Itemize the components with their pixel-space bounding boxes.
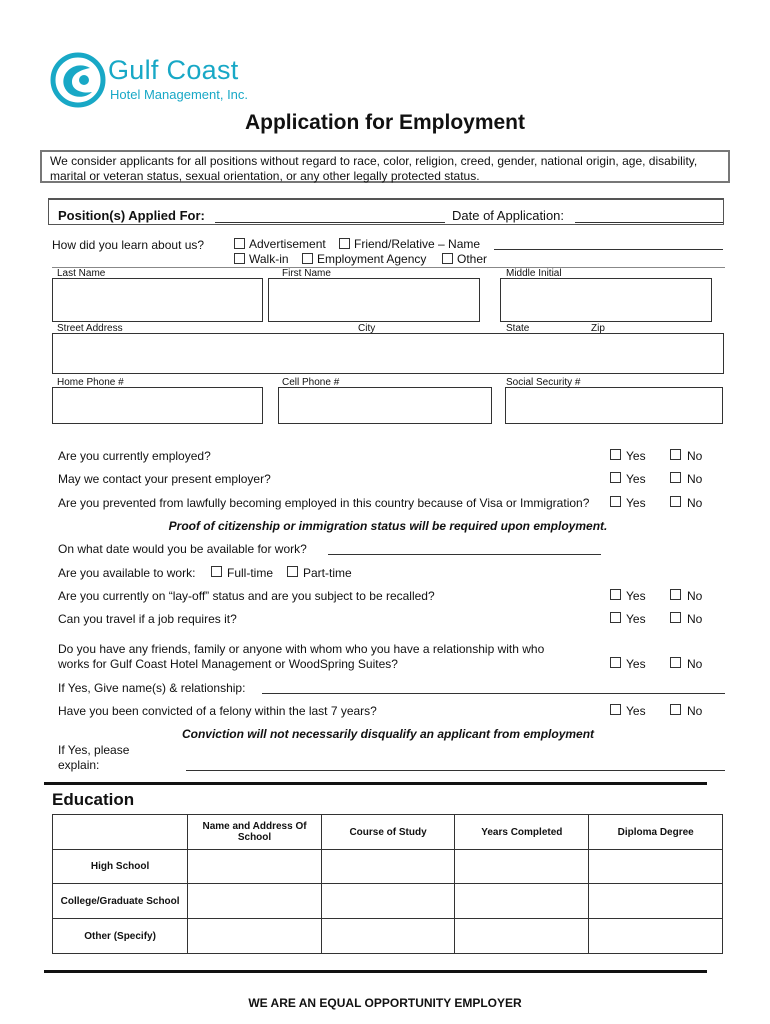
column-header: Name and Address Of School bbox=[188, 815, 322, 850]
date-of-application-label: Date of Application: bbox=[452, 208, 565, 223]
gulf-coast-wave-logo-icon bbox=[50, 52, 106, 108]
yes-label: Yes bbox=[626, 472, 646, 486]
table-header-row bbox=[53, 815, 723, 850]
middle-initial-label: Middle Initial bbox=[506, 268, 562, 279]
friend-relative-checkbox[interactable] bbox=[339, 238, 350, 249]
part-time-label: Part-time bbox=[303, 566, 352, 580]
walk-in-label: Walk-in bbox=[249, 252, 289, 266]
contact-employer-no-checkbox[interactable] bbox=[670, 472, 681, 483]
other-label: Other bbox=[457, 252, 488, 266]
bottom-divider bbox=[44, 970, 707, 973]
eeo-footer: WE ARE AN EQUAL OPPORTUNITY EMPLOYER bbox=[248, 996, 522, 1010]
position-label: Position(s) Applied For: bbox=[58, 208, 205, 223]
felony-note: Conviction will not necessarily disqualify an applicant from employment bbox=[181, 727, 595, 741]
page-title: Application for Employment bbox=[244, 111, 525, 134]
row-header: Other (Specify) bbox=[53, 919, 188, 954]
years-cell[interactable] bbox=[455, 919, 589, 954]
ssn-input[interactable] bbox=[505, 387, 723, 424]
contact-employer-question: May we contact your present employer? bbox=[58, 472, 271, 486]
column-header: Course of Study bbox=[321, 815, 454, 850]
available-date-line[interactable] bbox=[328, 554, 601, 555]
layoff-yes-checkbox[interactable] bbox=[610, 589, 621, 600]
city-label: City bbox=[358, 323, 376, 334]
street-address-label: Street Address bbox=[57, 323, 123, 334]
relations-question-line1: Do you have any friends, family or anyone with whom who you have a relationship with who bbox=[58, 642, 545, 656]
currently-employed-yes-checkbox[interactable] bbox=[610, 449, 621, 460]
visa-no-checkbox[interactable] bbox=[670, 496, 681, 507]
home-phone-label: Home Phone # bbox=[57, 377, 124, 388]
education-heading: Education bbox=[52, 790, 135, 809]
row-header: College/Graduate School bbox=[53, 884, 188, 919]
state-label: State bbox=[506, 323, 530, 334]
felony-no-checkbox[interactable] bbox=[670, 704, 681, 715]
part-time-checkbox[interactable] bbox=[287, 566, 298, 577]
diploma-cell[interactable] bbox=[589, 850, 723, 884]
walk-in-checkbox[interactable] bbox=[234, 253, 245, 264]
no-label: No bbox=[687, 472, 703, 486]
cell-phone-input[interactable] bbox=[278, 387, 492, 424]
no-label: No bbox=[687, 704, 703, 718]
position-input-line[interactable] bbox=[215, 222, 445, 223]
currently-employed-no-checkbox[interactable] bbox=[670, 449, 681, 460]
column-header: Diploma Degree bbox=[589, 815, 723, 850]
table-row bbox=[53, 850, 723, 884]
table-row bbox=[53, 919, 723, 954]
visa-question: Are you prevented from lawfully becoming employed in this country because of Visa or Immigration? bbox=[58, 496, 590, 510]
brand-name: Gulf Coast bbox=[108, 55, 239, 85]
explain-label-line2: explain: bbox=[58, 758, 100, 772]
school-name-cell[interactable] bbox=[188, 919, 322, 954]
currently-employed-question: Are you currently employed? bbox=[58, 449, 211, 463]
relations-names-label: If Yes, Give name(s) & relationship: bbox=[58, 681, 246, 695]
relations-no-checkbox[interactable] bbox=[670, 657, 681, 668]
relations-question-line2: works for Gulf Coast Hotel Management or WoodSpring Suites? bbox=[58, 657, 398, 671]
friend-relative-label: Friend/Relative – Name bbox=[354, 237, 481, 251]
table-corner-cell bbox=[53, 815, 188, 850]
course-cell[interactable] bbox=[321, 919, 454, 954]
employment-agency-label: Employment Agency bbox=[317, 252, 427, 266]
school-name-cell[interactable] bbox=[188, 884, 322, 919]
school-name-cell[interactable] bbox=[188, 850, 322, 884]
available-to-work-question: Are you available to work: bbox=[58, 566, 196, 580]
advertisement-checkbox[interactable] bbox=[234, 238, 245, 249]
course-cell[interactable] bbox=[321, 850, 454, 884]
zip-label: Zip bbox=[591, 323, 605, 334]
learn-question: How did you learn about us? bbox=[52, 238, 205, 252]
no-label: No bbox=[687, 589, 703, 603]
row-header: High School bbox=[53, 850, 188, 884]
name-row-rule bbox=[52, 267, 725, 268]
proof-of-citizenship-note: Proof of citizenship or immigration status will be required upon employment. bbox=[168, 519, 608, 533]
course-cell[interactable] bbox=[321, 884, 454, 919]
friend-name-line[interactable] bbox=[494, 249, 723, 250]
travel-yes-checkbox[interactable] bbox=[610, 612, 621, 623]
contact-employer-yes-checkbox[interactable] bbox=[610, 472, 621, 483]
visa-yes-checkbox[interactable] bbox=[610, 496, 621, 507]
no-label: No bbox=[687, 449, 703, 463]
yes-label: Yes bbox=[626, 589, 646, 603]
travel-no-checkbox[interactable] bbox=[670, 612, 681, 623]
full-time-checkbox[interactable] bbox=[211, 566, 222, 577]
table-row bbox=[53, 884, 723, 919]
relations-names-line[interactable] bbox=[262, 693, 725, 694]
employment-agency-checkbox[interactable] bbox=[302, 253, 313, 264]
felony-question: Have you been convicted of a felony within the last 7 years? bbox=[58, 704, 377, 718]
diploma-cell[interactable] bbox=[589, 919, 723, 954]
ssn-label: Social Security # bbox=[506, 377, 581, 388]
first-name-label: First Name bbox=[282, 268, 331, 279]
yes-label: Yes bbox=[626, 449, 646, 463]
yes-label: Yes bbox=[626, 657, 646, 671]
available-date-question: On what date would you be available for work? bbox=[58, 542, 307, 556]
eeo-notice: We consider applicants for all positions without regard to race, color, religion, creed, gender, national origin, age, disability, marital or veteran status, sexual orientation, or any other legally protected status. bbox=[40, 150, 730, 183]
brand-subtitle: Hotel Management, Inc. bbox=[110, 87, 249, 102]
address-input[interactable] bbox=[52, 333, 724, 374]
relations-yes-checkbox[interactable] bbox=[610, 657, 621, 668]
cell-phone-label: Cell Phone # bbox=[282, 377, 340, 388]
layoff-no-checkbox[interactable] bbox=[670, 589, 681, 600]
date-input-line[interactable] bbox=[575, 222, 723, 223]
first-name-input[interactable] bbox=[268, 278, 480, 322]
last-name-input[interactable] bbox=[52, 278, 263, 322]
last-name-label: Last Name bbox=[57, 268, 106, 279]
years-cell[interactable] bbox=[455, 850, 589, 884]
yes-label: Yes bbox=[626, 704, 646, 718]
travel-question: Can you travel if a job requires it? bbox=[58, 612, 237, 626]
no-label: No bbox=[687, 496, 703, 510]
diploma-cell[interactable] bbox=[589, 884, 723, 919]
home-phone-input[interactable] bbox=[52, 387, 263, 424]
years-cell[interactable] bbox=[455, 884, 589, 919]
felony-yes-checkbox[interactable] bbox=[610, 704, 621, 715]
explain-label-line1: If Yes, please bbox=[58, 743, 130, 757]
full-time-label: Full-time bbox=[227, 566, 274, 580]
no-label: No bbox=[687, 612, 703, 626]
column-header: Years Completed bbox=[455, 815, 589, 850]
yes-label: Yes bbox=[626, 496, 646, 510]
no-label: No bbox=[687, 657, 703, 671]
other-checkbox[interactable] bbox=[442, 253, 453, 264]
layoff-question: Are you currently on “lay-off” status and are you subject to be recalled? bbox=[58, 589, 435, 603]
explain-line[interactable] bbox=[186, 770, 725, 771]
yes-label: Yes bbox=[626, 612, 646, 626]
advertisement-label: Advertisement bbox=[249, 237, 326, 251]
section-divider bbox=[44, 782, 707, 785]
middle-initial-input[interactable] bbox=[500, 278, 712, 322]
education-table bbox=[52, 814, 723, 954]
